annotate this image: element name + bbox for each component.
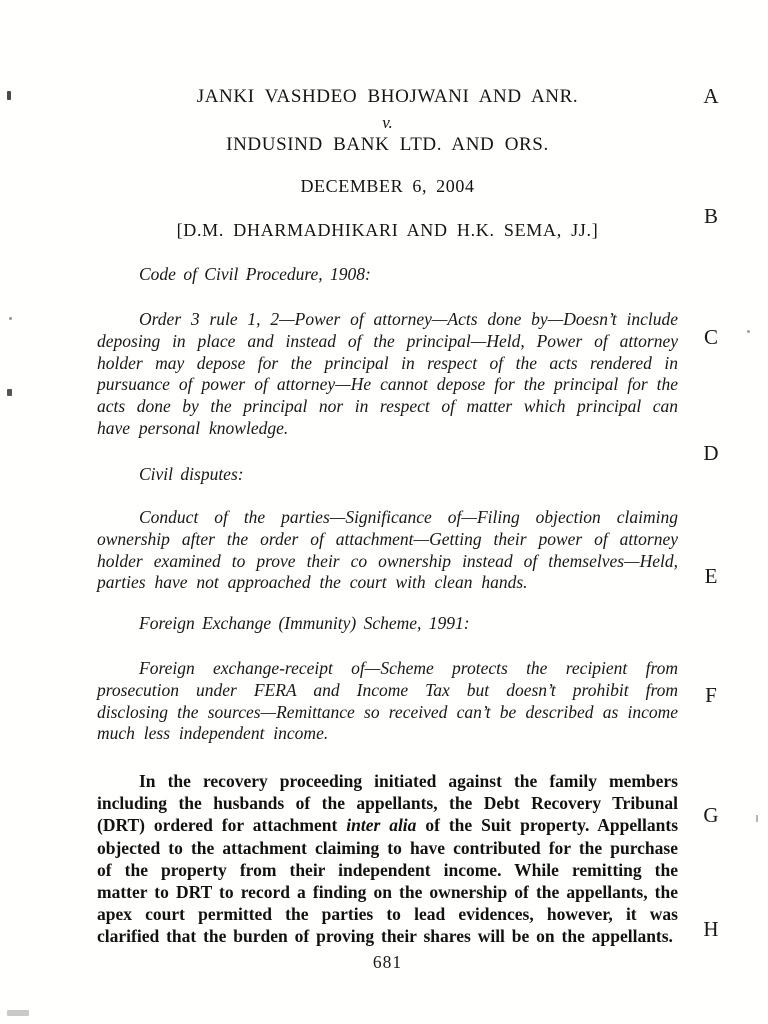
judgment-date: DECEMBER 6, 2004 [300, 176, 475, 196]
case-summary-paragraph [97, 770, 678, 948]
case-title-appellant: JANKI VASHDEO BHOJWANI AND ANR. [196, 86, 579, 107]
headnote-body-ccp: Order 3 rule 1, 2—Power of attorney—Acts done by—Doesn’t include deposing in place and instead of the principal—Held, Power of attorney holder may depose for the principal in respect of the acts rendered in pursuance of power of attorney—He cannot depose for the principal for the acts done by the principal nor in respect of matter which principal can have personal knowledge. [97, 309, 678, 438]
scan-artifact [7, 389, 12, 396]
case-summary-part1: In the recovery proceeding initiated against the family members including the husbands of the appellants, the Debt Recovery Tribunal (DRT) ordered for attachment [97, 771, 678, 836]
margin-letter-g: G [703, 803, 719, 827]
headnote-heading-foreign-exchange: Foreign Exchange (Immunity) Scheme, 1991: [139, 613, 470, 633]
headnote-heading-ccp: Code of Civil Procedure, 1908: [139, 264, 371, 284]
scan-artifact [7, 91, 11, 100]
scan-artifact [9, 317, 12, 320]
margin-letter-h: H [703, 917, 719, 941]
case-summary-part2: of the Suit property. Appellants objected to the attachment claiming to have contributed for the purchase of the property from their independent income. While remitting the matter to DRT to record a finding on the ownership of the appellants, the apex court permitted the parties to lead evidences, however, it was clarified that the burden of proving their shares will be on the appellants. [97, 815, 679, 947]
scan-artifact [7, 1010, 29, 1016]
page-number: 681 [372, 952, 403, 972]
margin-letter-e: E [704, 564, 718, 588]
bench-coram: [D.M. DHARMADHIKARI AND H.K. SEMA, JJ.] [176, 220, 599, 240]
margin-letter-c: C [703, 325, 718, 349]
margin-letter-f: F [705, 683, 717, 707]
headnote-heading-civil-disputes: Civil disputes: [139, 464, 244, 484]
scan-artifact [747, 330, 750, 333]
margin-letter-d: D [703, 441, 719, 465]
case-title-respondent: INDUSIND BANK LTD. AND ORS. [226, 134, 549, 155]
scan-artifact [756, 815, 758, 822]
headnote-body-foreign-exchange: Foreign exchange-receipt of—Scheme protects the recipient from prosecution under FERA and Income Tax but doesn’t prohibit from disclosing the sources—Remittance so received can’t be described as income much less independent income. [97, 658, 678, 744]
case-summary-latin-phrase: inter alia [346, 815, 417, 836]
margin-letter-b: B [703, 204, 718, 228]
margin-letter-a: A [703, 84, 719, 108]
versus-label: v. [382, 113, 393, 132]
headnote-body-civil-disputes: Conduct of the parties—Significance of—Filing objection claiming ownership after the order of attachment—Getting their power of attorney holder examined to prove their co ownership instead of themselves—Held, parties have not approached the court with clean hands. [97, 507, 678, 593]
